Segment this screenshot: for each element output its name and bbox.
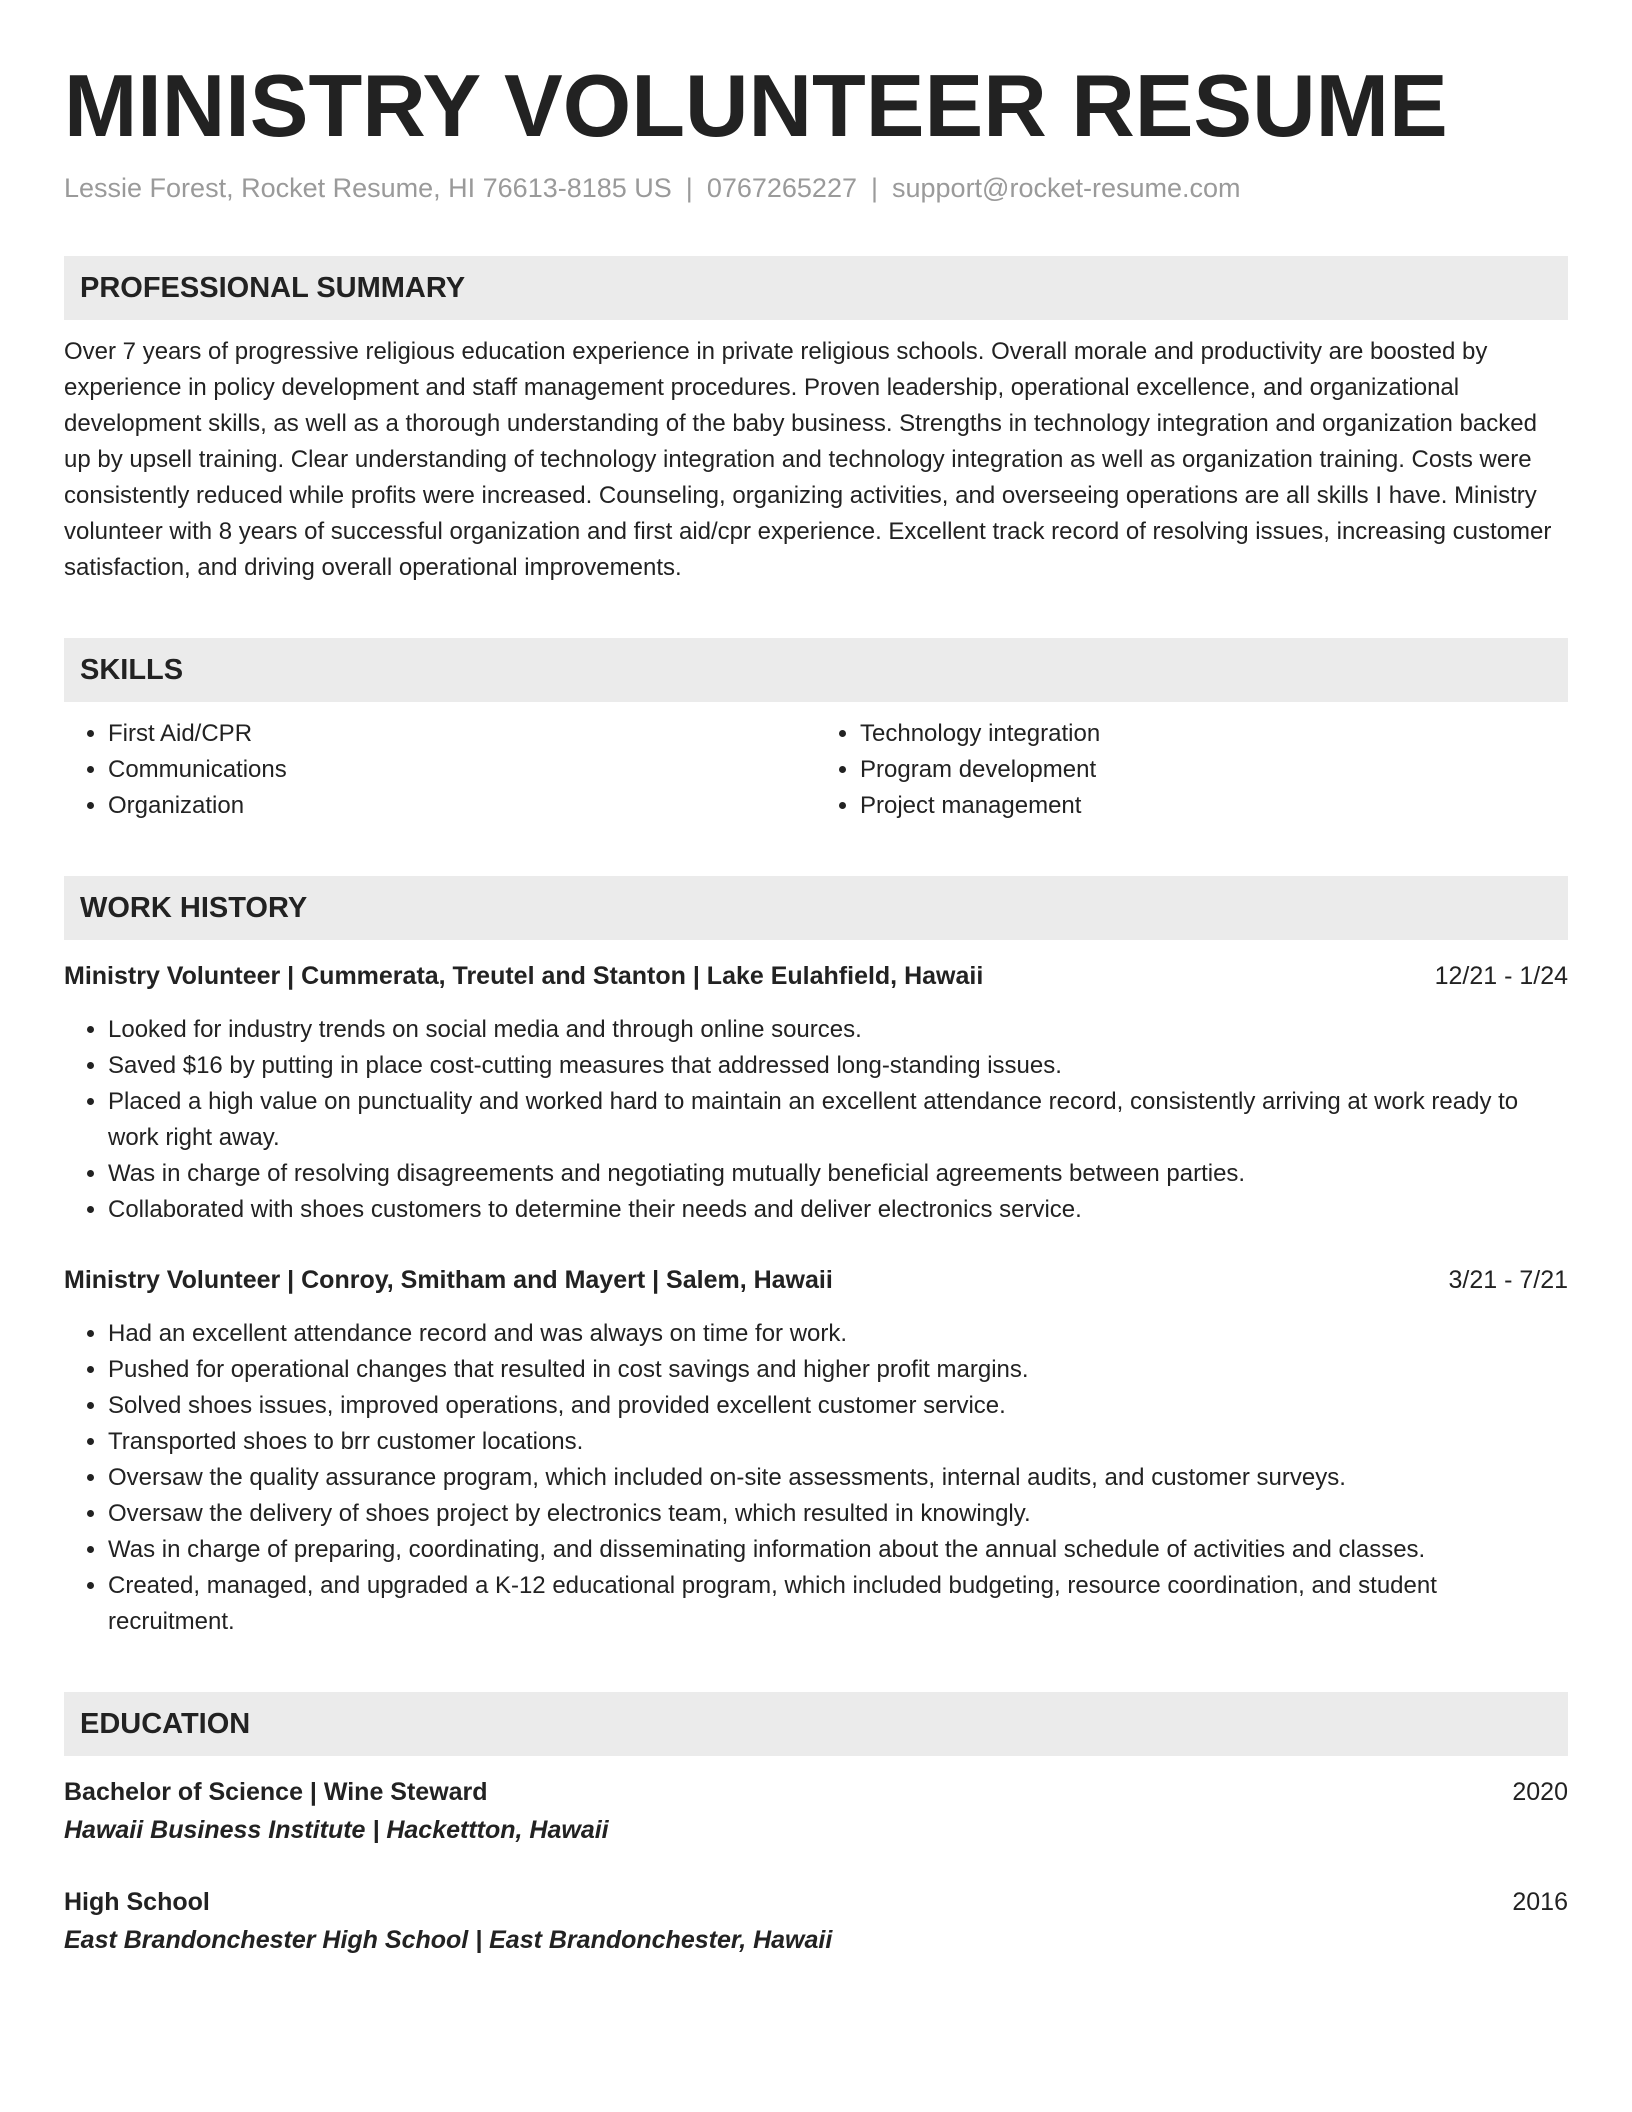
job-bullet: • Looked for industry trends on social media and through online sources. bbox=[108, 1012, 1568, 1048]
education-degree: High School bbox=[64, 1888, 210, 1916]
job-bullet: • Pushed for operational changes that resulted in cost savings and higher profit margins. bbox=[108, 1352, 1568, 1388]
contact-email: support@rocket-resume.com bbox=[892, 173, 1241, 203]
skills-column-right bbox=[816, 716, 1568, 824]
skills-list bbox=[64, 716, 1568, 824]
skills-heading: SKILLS bbox=[64, 638, 1568, 702]
education-year: 2016 bbox=[1512, 1888, 1568, 1916]
job-bullet: • Had an excellent attendance record and was always on time for work. bbox=[108, 1316, 1568, 1352]
education-header bbox=[64, 1774, 1568, 1810]
contact-line bbox=[64, 170, 1568, 206]
skill-item: • Organization bbox=[108, 788, 816, 824]
education-school: Hawaii Business Institute | Hackettton, Hawaii bbox=[64, 1816, 609, 1844]
skill-item: • First Aid/CPR bbox=[108, 716, 816, 752]
education-degree: Bachelor of Science | Wine Steward bbox=[64, 1778, 488, 1806]
job-bullet: • Placed a high value on punctuality and worked hard to maintain an excellent attendance record, consistently arriving at work ready to work right away. bbox=[108, 1084, 1568, 1156]
job-entry bbox=[64, 1262, 1568, 1640]
job-bullet: • Solved shoes issues, improved operations, and provided excellent customer service. bbox=[108, 1388, 1568, 1424]
summary-text: Over 7 years of progressive religious education experience in private religious schools. Overall morale and productivity are boosted by experience in policy development and staff management procedures. Proven leadership, operational excellence, and organizational development skills, as well as a thorough understanding of the baby business. Strengths in technology integration and organization backed up by upsell training. Clear understanding of technology integration and technology integration as well as organization training. Costs were consistently reduced while profits were increased. Counseling, organizing activities, and overseeing operations are all skills I have. Ministry volunteer with 8 years of successful organization and first aid/cpr experience. Excellent track record of resolving issues, increasing customer satisfaction, and driving overall operational improvements. bbox=[64, 338, 1552, 581]
job-bullet: • Collaborated with shoes customers to determine their needs and deliver electronics service. bbox=[108, 1192, 1568, 1228]
education-entry bbox=[64, 1774, 1568, 1848]
contact-phone: 0767265227 bbox=[706, 173, 857, 203]
skill-item: • Program development bbox=[860, 752, 1568, 788]
job-header bbox=[64, 958, 1568, 994]
education-school: East Brandonchester High School | East Brandonchester, Hawaii bbox=[64, 1926, 833, 1954]
resume-title: MINISTRY VOLUNTEER RESUME bbox=[64, 56, 1448, 155]
contact-address: Lessie Forest, Rocket Resume, HI 76613-8185 US bbox=[64, 173, 672, 203]
skill-item: • Project management bbox=[860, 788, 1568, 824]
skill-item: • Communications bbox=[108, 752, 816, 788]
job-bullets bbox=[64, 1316, 1568, 1640]
job-bullet: • Was in charge of resolving disagreements and negotiating mutually beneficial agreements between parties. bbox=[108, 1156, 1568, 1192]
job-title: Ministry Volunteer | Cummerata, Treutel and Stanton | Lake Eulahfield, Hawaii bbox=[64, 962, 984, 990]
education-header bbox=[64, 1884, 1568, 1920]
work-history-heading: WORK HISTORY bbox=[64, 876, 1568, 940]
job-bullets bbox=[64, 1012, 1568, 1228]
contact-separator: | bbox=[685, 173, 693, 203]
education-entry bbox=[64, 1884, 1568, 1958]
job-bullet: • Created, managed, and upgraded a K-12 educational program, which included budgeting, resource coordination, and student recruitment. bbox=[108, 1568, 1568, 1640]
job-entry bbox=[64, 958, 1568, 1228]
job-bullet: • Oversaw the delivery of shoes project by electronics team, which resulted in knowingly. bbox=[108, 1496, 1568, 1532]
education-year: 2020 bbox=[1512, 1778, 1568, 1806]
skills-column-left bbox=[64, 716, 816, 824]
job-bullet: • Transported shoes to brr customer locations. bbox=[108, 1424, 1568, 1460]
summary-heading: PROFESSIONAL SUMMARY bbox=[64, 256, 1568, 320]
job-title: Ministry Volunteer | Conroy, Smitham and Mayert | Salem, Hawaii bbox=[64, 1266, 833, 1294]
job-bullet: • Oversaw the quality assurance program, which included on-site assessments, internal audits, and customer surveys. bbox=[108, 1460, 1568, 1496]
skill-item: • Technology integration bbox=[860, 716, 1568, 752]
job-dates: 3/21 - 7/21 bbox=[1448, 1266, 1568, 1294]
job-bullet: • Saved $16 by putting in place cost-cutting measures that addressed long-standing issues. bbox=[108, 1048, 1568, 1084]
job-bullet: • Was in charge of preparing, coordinating, and disseminating information about the annual schedule of activities and classes. bbox=[108, 1532, 1568, 1568]
education-heading: EDUCATION bbox=[64, 1692, 1568, 1756]
job-header bbox=[64, 1262, 1568, 1298]
job-dates: 12/21 - 1/24 bbox=[1434, 962, 1568, 990]
contact-separator: | bbox=[870, 173, 878, 203]
